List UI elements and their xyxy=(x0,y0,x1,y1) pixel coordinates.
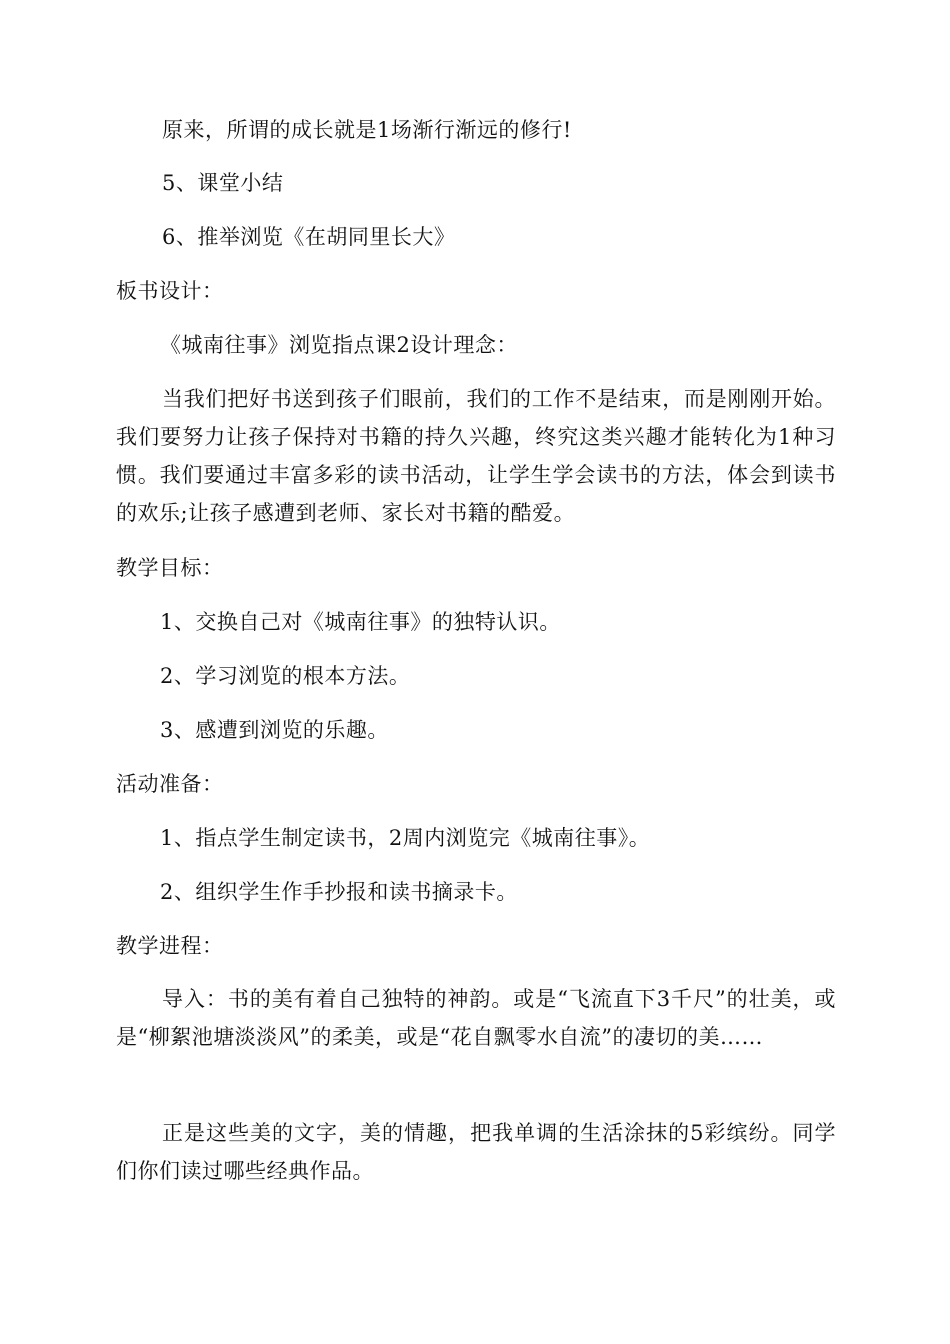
paragraph-concept: 当我们把好书送到孩子们眼前，我们的工作不是结束，而是刚刚开始。我们要努力让孩子保持对书籍的持久兴趣，终究这类兴趣才能转化为1种习惯。我们要通过丰富多彩的读书活动，让学生学会读书的方法，体会到读书的欢乐;让孩子感遭到老师、家长对书籍的酷爱。 xyxy=(116,387,836,525)
heading-board-design: 板书设计： xyxy=(116,279,224,303)
paragraph-closing: 正是这些美的文字，美的情趣，把我单调的生活涂抹的5彩缤纷。同学们你们读过哪些经典作品。 xyxy=(116,1121,836,1183)
text-line-growth: 原来，所谓的成长就是1场渐行渐远的修行! xyxy=(162,118,572,142)
heading-teaching-goals: 教学目标： xyxy=(116,556,224,580)
heading-teaching-process: 教学进程： xyxy=(116,934,224,958)
goal-item-3: 3、感遭到浏览的乐趣。 xyxy=(160,718,389,742)
goal-item-2: 2、学习浏览的根本方法。 xyxy=(160,664,411,688)
text-line-recommend-reading: 6、推举浏览《在胡同里长大》 xyxy=(162,225,456,249)
prep-item-1: 1、指点学生制定读书，2周内浏览完《城南往事》。 xyxy=(160,826,651,850)
paragraph-intro: 导入：书的美有着自己独特的神韵。或是“飞流直下3千尺”的壮美，或是“柳絮池塘淡淡风”的柔美，或是“花自飘零水自流”的凄切的美…… xyxy=(116,987,836,1049)
goal-item-1: 1、交换自己对《城南往事》的独特认识。 xyxy=(160,610,561,634)
text-line-class-summary: 5、课堂小结 xyxy=(162,171,284,195)
heading-activity-prep: 活动准备： xyxy=(116,772,224,796)
text-line-design-concept: 《城南往事》浏览指点课2设计理念： xyxy=(160,333,518,357)
prep-item-2: 2、组织学生作手抄报和读书摘录卡。 xyxy=(160,880,518,904)
